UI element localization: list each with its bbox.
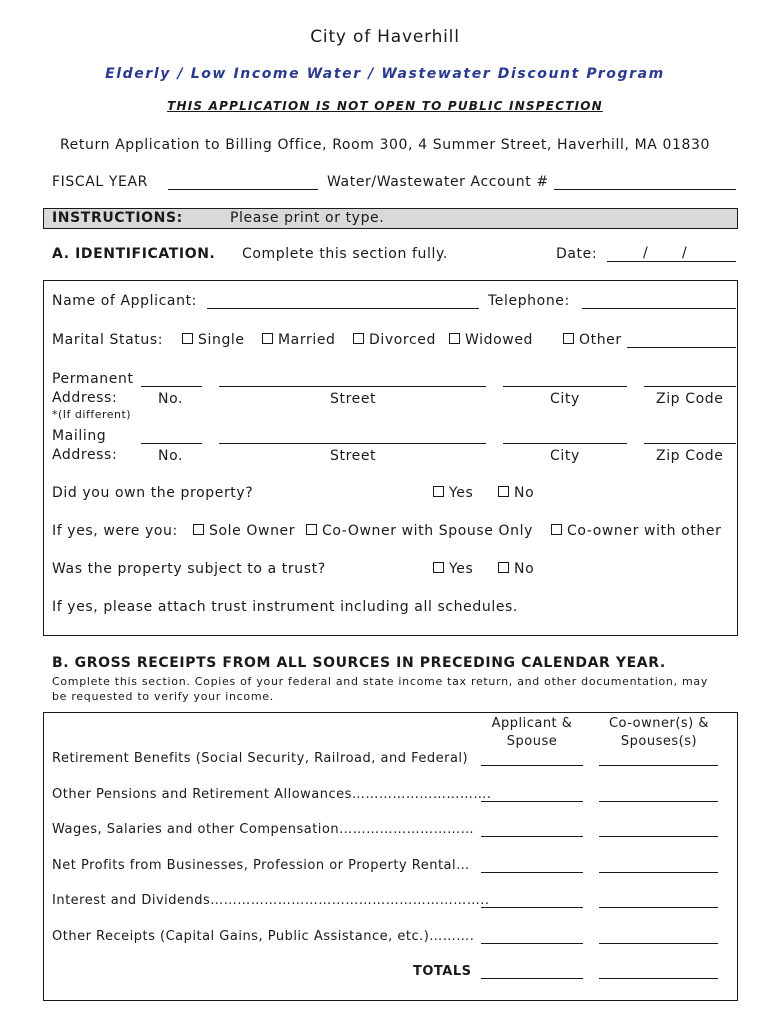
city-title: City of Haverhill	[310, 27, 460, 47]
applicant-name-label: Name of Applicant:	[52, 293, 197, 309]
other-pensions-coowner-field[interactable]	[599, 801, 718, 802]
trust-yes-option[interactable]	[433, 561, 473, 577]
inspection-notice: THIS APPLICATION IS NOT OPEN TO PUBLIC INSPECTION	[167, 99, 603, 113]
mailing-street-field[interactable]	[219, 443, 486, 444]
own-property-no-option[interactable]	[498, 485, 534, 501]
option-label: Yes	[449, 561, 474, 577]
checkbox[interactable]	[498, 562, 509, 573]
co-owner-other-option[interactable]	[551, 523, 721, 539]
option-label: Co-Owner with Spouse Only	[322, 523, 533, 539]
other-receipts-applicant-field[interactable]	[481, 943, 583, 944]
permanent-address-label: Address:	[52, 390, 118, 406]
co-owner-header: Co-owner(s) &	[608, 716, 710, 731]
marital-single-option[interactable]	[182, 332, 245, 348]
telephone-label: Telephone:	[488, 293, 570, 309]
fiscal-year-label: FISCAL YEAR	[52, 174, 148, 190]
address-no-caption: No.	[158, 448, 184, 464]
mailing-no-field[interactable]	[141, 443, 202, 444]
date-label: Date:	[556, 246, 598, 262]
ownership-question: If yes, were you:	[52, 523, 178, 539]
address-zip-caption: Zip Code	[656, 448, 724, 464]
applicant-spouse-header: Spouse	[506, 734, 558, 749]
option-label: Sole Owner	[209, 523, 296, 539]
interest-dividends-coowner-field[interactable]	[599, 907, 718, 908]
permanent-street-field[interactable]	[219, 386, 486, 387]
telephone-field[interactable]	[582, 308, 736, 309]
wages-label: Wages, Salaries and other Compensation…………………………	[52, 822, 475, 837]
totals-coowner-field[interactable]	[599, 978, 718, 979]
return-address: Return Application to Billing Office, Room 300, 4 Summer Street, Haverhill, MA 01830	[59, 137, 711, 153]
option-label: Married	[278, 332, 336, 348]
marital-other-option[interactable]	[563, 332, 622, 348]
marital-widowed-option[interactable]	[449, 332, 533, 348]
marital-other-field[interactable]	[627, 347, 736, 348]
trust-no-option[interactable]	[498, 561, 534, 577]
option-label: Single	[198, 332, 245, 348]
account-label: Water/Wastewater Account #	[327, 174, 549, 190]
account-number-field[interactable]	[554, 189, 736, 190]
option-label: No	[514, 561, 535, 577]
instructions-label: INSTRUCTIONS:	[52, 210, 183, 226]
totals-label: TOTALS	[413, 964, 472, 979]
option-label: No	[514, 485, 535, 501]
checkbox[interactable]	[353, 333, 364, 344]
checkbox[interactable]	[563, 333, 574, 344]
wages-coowner-field[interactable]	[599, 836, 718, 837]
net-profits-label: Net Profits from Businesses, Profession or Property Rental…	[52, 858, 470, 873]
retirement-benefits-label: Retirement Benefits (Social Security, Railroad, and Federal)	[52, 751, 469, 766]
other-receipts-label: Other Receipts (Capital Gains, Public Assistance, etc.)……….	[52, 929, 475, 944]
section-b-heading: B. GROSS RECEIPTS FROM ALL SOURCES IN PRECEDING CALENDAR YEAR.	[52, 655, 666, 671]
date-separator: /	[682, 245, 688, 261]
other-receipts-coowner-field[interactable]	[599, 943, 718, 944]
marital-married-option[interactable]	[262, 332, 336, 348]
address-no-caption: No.	[158, 391, 184, 407]
fiscal-year-field[interactable]	[168, 189, 318, 190]
checkbox[interactable]	[551, 524, 562, 535]
own-property-question: Did you own the property?	[52, 485, 254, 501]
net-profits-coowner-field[interactable]	[599, 872, 718, 873]
totals-applicant-field[interactable]	[481, 978, 583, 979]
retirement-benefits-coowner-field[interactable]	[599, 765, 718, 766]
checkbox[interactable]	[498, 486, 509, 497]
checkbox[interactable]	[433, 562, 444, 573]
checkbox[interactable]	[449, 333, 460, 344]
program-title: Elderly / Low Income Water / Wastewater Discount Program	[105, 66, 665, 82]
address-street-caption: Street	[330, 391, 377, 407]
option-label: Widowed	[465, 332, 534, 348]
instructions-text: Please print or type.	[230, 210, 385, 226]
marital-status-label: Marital Status:	[52, 332, 164, 348]
section-b-note: be requested to verify your income.	[52, 690, 274, 703]
mailing-address-label: Mailing	[52, 428, 107, 444]
option-label: Other	[579, 332, 622, 348]
permanent-zip-field[interactable]	[644, 386, 736, 387]
sole-owner-option[interactable]	[193, 523, 295, 539]
checkbox[interactable]	[182, 333, 193, 344]
checkbox[interactable]	[193, 524, 204, 535]
checkbox[interactable]	[306, 524, 317, 535]
retirement-benefits-applicant-field[interactable]	[481, 765, 583, 766]
applicant-name-field[interactable]	[207, 308, 479, 309]
address-city-caption: City	[550, 391, 580, 407]
address-street-caption: Street	[330, 448, 377, 464]
interest-dividends-label: Interest and Dividends……………………………………………………..	[52, 893, 490, 908]
address-city-caption: City	[550, 448, 580, 464]
option-label: Co-owner with other	[567, 523, 722, 539]
permanent-address-label: Permanent	[52, 371, 134, 387]
interest-dividends-applicant-field[interactable]	[481, 907, 583, 908]
net-profits-applicant-field[interactable]	[481, 872, 583, 873]
address-zip-caption: Zip Code	[656, 391, 724, 407]
co-owner-spouse-option[interactable]	[306, 523, 533, 539]
mailing-zip-field[interactable]	[644, 443, 736, 444]
other-pensions-label: Other Pensions and Retirement Allowances………………………….	[52, 787, 492, 802]
permanent-city-field[interactable]	[503, 386, 627, 387]
wages-applicant-field[interactable]	[481, 836, 583, 837]
option-label: Divorced	[369, 332, 436, 348]
date-field[interactable]	[607, 261, 736, 262]
option-label: Yes	[449, 485, 474, 501]
checkbox[interactable]	[433, 486, 444, 497]
mailing-address-label: Address:	[52, 447, 118, 463]
trust-instruction: If yes, please attach trust instrument including all schedules.	[52, 599, 518, 615]
section-a-subtitle: Complete this section fully.	[242, 246, 448, 262]
date-separator: /	[643, 245, 649, 261]
trust-question: Was the property subject to a trust?	[52, 561, 326, 577]
section-a-heading: A. IDENTIFICATION.	[52, 246, 216, 262]
applicant-spouse-header: Applicant &	[491, 716, 573, 731]
section-b-note: Complete this section. Copies of your federal and state income tax return, and other documentation, may	[52, 675, 709, 688]
mailing-city-field[interactable]	[503, 443, 627, 444]
own-property-yes-option[interactable]	[433, 485, 473, 501]
co-owner-header: Spouses(s)	[620, 734, 698, 749]
marital-divorced-option[interactable]	[353, 332, 436, 348]
if-different-note: *(If different)	[52, 408, 132, 421]
permanent-no-field[interactable]	[141, 386, 202, 387]
checkbox[interactable]	[262, 333, 273, 344]
other-pensions-applicant-field[interactable]	[481, 801, 583, 802]
